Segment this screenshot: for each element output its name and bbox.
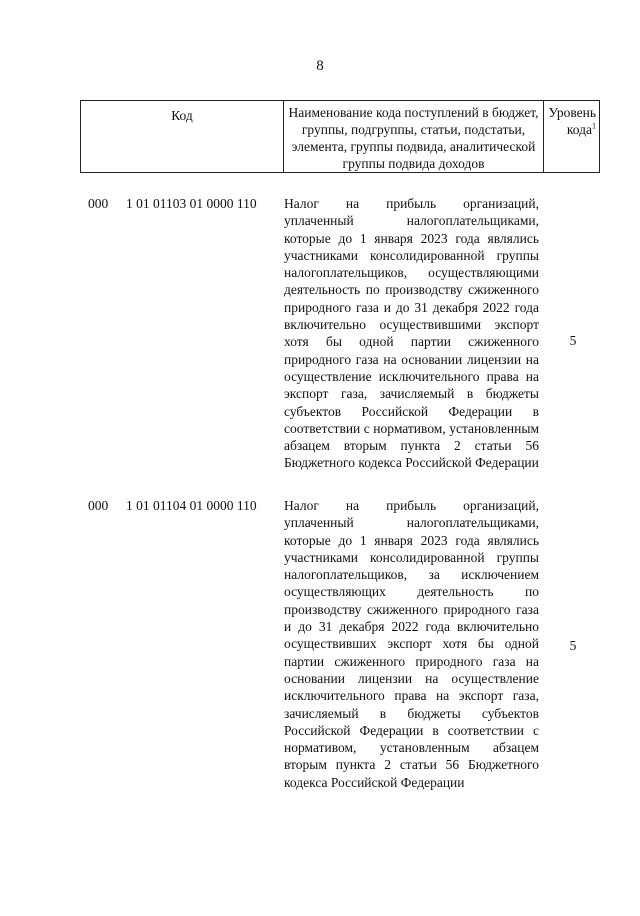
header-level-label: Уровень кода — [548, 105, 596, 137]
header-level-footnote: 1 — [592, 121, 596, 131]
table-header — [80, 100, 600, 173]
header-level-text — [547, 104, 596, 138]
entry-code: 1 01 01104 01 0000 110 — [126, 498, 257, 513]
entry-description: Налог на прибыль организаций, уплаченный налогоплательщиками, которые до 1 января 2023 года являлись участниками консолидированной группы налогоплательщиков, за исключением осуществляющих деятельность по производству сжиженного природного газа и до 31 декабря 2022 года включительно осуществивших экспорт хотя бы одной партии сжиженного природного газа на основании лицензии на осуществление исключительного права на экспорт газа, зачисляемый в бюджеты субъектов Российской Федерации в соответствии с нормативом, установленным абзацем вторым пункта 2 статьи 56 Бюджетного кодекса Российской Федерации — [284, 498, 539, 790]
table-header-row — [81, 101, 600, 173]
header-level-cell — [544, 101, 600, 173]
entry-description: Налог на прибыль организаций, уплаченный налогоплательщиками, которые до 1 января 2023 года являлись участниками консолидированной группы налогоплательщиков, осуществляющими деятельность по производству сжиженного природного газа и до 31 декабря 2022 года включительно осуществившими экспорт хотя бы одной партии сжиженного природного газа на основании лицензии на осуществление исключительного права на экспорт газа, зачисляемый в бюджеты субъектов Российской Федерации в соответствии с нормативом, установленным абзацем вторым пункта 2 статьи 56 Бюджетного кодекса Российской Федерации — [284, 196, 539, 471]
page-number: 8 — [316, 58, 324, 74]
header-name-cell: Наименование кода поступлений в бюджет, группы, подгруппы, статьи, подстатьи, элемента, группы подвида, аналитической группы подвида доходов — [284, 101, 544, 173]
entry-prefix: 000 — [88, 498, 109, 513]
header-code-cell: Код — [81, 101, 284, 173]
entry-level: 5 — [569, 333, 577, 348]
entry-level: 5 — [569, 638, 577, 653]
entry-code: 1 01 01103 01 0000 110 — [126, 196, 257, 211]
entry-prefix: 000 — [88, 196, 109, 211]
